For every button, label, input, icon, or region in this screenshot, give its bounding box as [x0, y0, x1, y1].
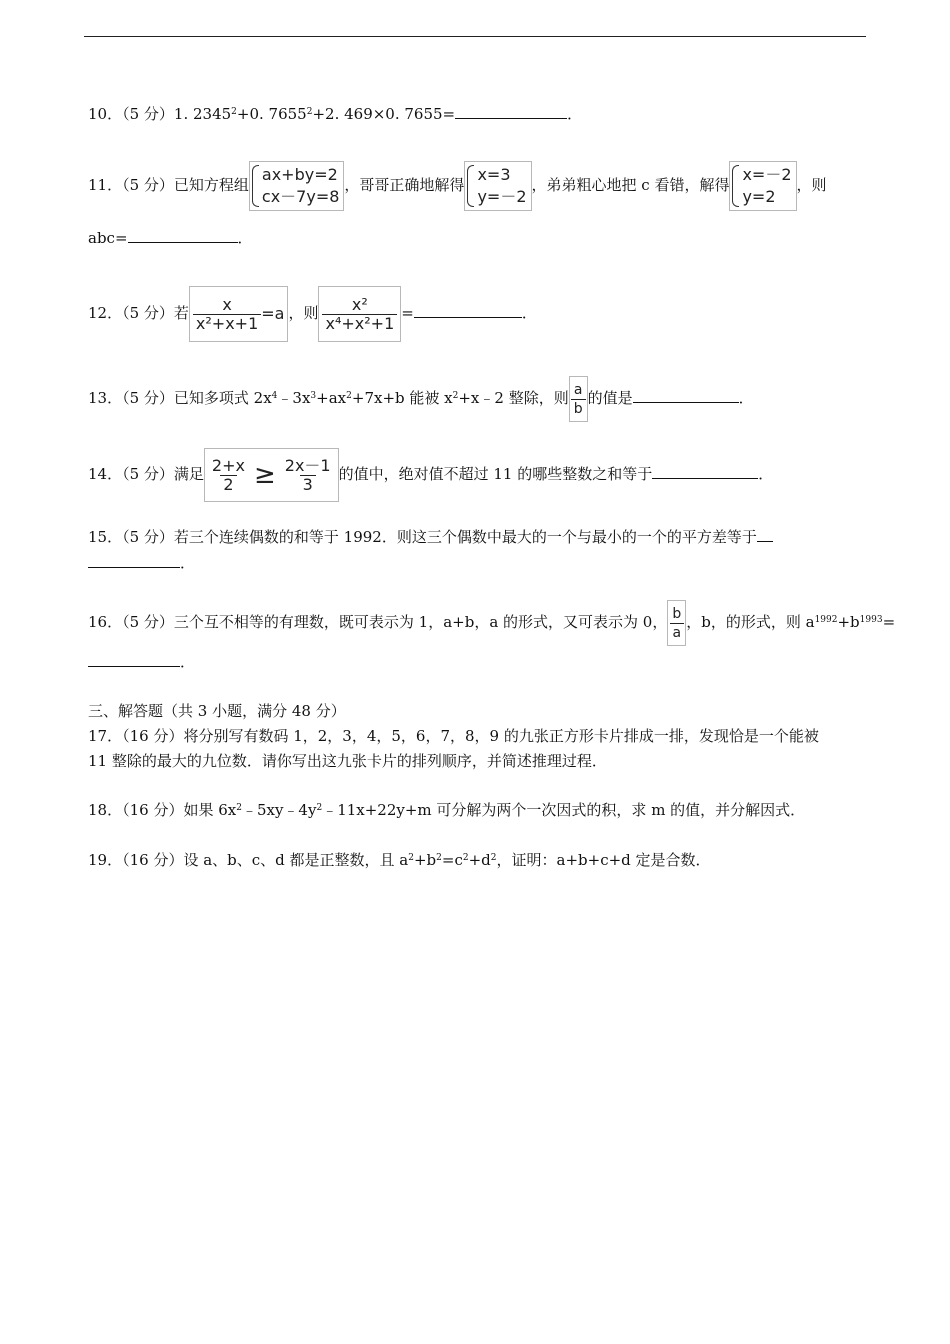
question-11-line2: [88, 228, 253, 248]
q13-text: 13．（5 分）已知多项式 2x: [88, 389, 272, 407]
q18-text: 18．（16 分）如果 6x: [88, 801, 237, 819]
numerator: 2+x: [211, 455, 245, 475]
q10-suffix: ．: [567, 105, 583, 123]
question-16: [88, 600, 895, 646]
denominator: 3: [300, 475, 316, 494]
denominator: 2: [220, 475, 236, 494]
numerator: 2x－1: [284, 455, 331, 475]
numerator: x²: [351, 295, 368, 314]
question-12: [88, 286, 537, 342]
q16-text: 16．（5 分）三个互不相等的有理数，既可表示为 1，a+b，a 的形式，又可表示为 0，: [88, 613, 668, 631]
equals: =: [401, 304, 414, 322]
fraction-image: [569, 376, 588, 422]
answer-blank[interactable]: [652, 464, 758, 479]
answer-blank[interactable]: [128, 228, 238, 243]
q19-text: +d: [468, 851, 491, 869]
q14-suffix: ．: [758, 465, 774, 483]
denominator: b: [571, 399, 586, 418]
exp: 2: [408, 853, 414, 863]
q11-text: 11．（5 分）已知方程组: [88, 176, 249, 194]
equation: x=3: [477, 165, 511, 184]
answer-blank[interactable]: [455, 104, 567, 119]
question-17-line2: 11 整除的最大的九位数．请你写出这九张卡片的排列顺序，并简述推理过程．: [88, 752, 607, 770]
q11-suffix: ．: [237, 229, 253, 247]
exp: 4: [271, 391, 278, 401]
denominator: a: [670, 623, 685, 642]
q10-exp: 2: [306, 107, 313, 117]
q13-text: +7x+b 能被 x: [351, 389, 453, 407]
q16-text: +b: [837, 613, 860, 631]
q14-text: 的值中，绝对值不超过 11 的哪些整数之和等于: [338, 465, 653, 483]
wrong-solution-system: [729, 161, 796, 211]
equation: y=2: [742, 187, 776, 206]
header-rule: [84, 36, 866, 37]
question-10: [88, 104, 582, 124]
question-16-line2: [88, 652, 195, 672]
denominator: x²+x+1: [193, 314, 261, 333]
q10-text: 10．（5 分）1. 2345: [88, 105, 232, 123]
exp: 2: [236, 803, 242, 813]
q11-text: ，则: [796, 176, 827, 194]
question-15-line2: [88, 553, 195, 573]
brace-icon: [252, 165, 259, 207]
q16-text: ，b，的形式，则 a: [686, 613, 815, 631]
fraction-image: [189, 286, 289, 342]
brace-icon: [467, 165, 474, 207]
solution-system: [464, 161, 531, 211]
fraction-image: [318, 286, 401, 342]
question-19: [88, 850, 711, 870]
answer-blank[interactable]: [88, 553, 180, 568]
exp: 2: [436, 853, 442, 863]
q16-text: =: [882, 613, 896, 631]
exp: 2: [452, 391, 459, 401]
exp: 2: [346, 391, 352, 401]
brace-icon: [732, 165, 739, 207]
answer-blank[interactable]: [88, 652, 180, 667]
q11-text: ，哥哥正确地解得: [344, 176, 465, 194]
numerator: a: [573, 381, 583, 398]
q11-text: ，弟弟粗心地把 c 看错，解得: [531, 176, 730, 194]
equation-system: [249, 161, 345, 211]
equation: cx－7y=8: [261, 187, 340, 206]
equation: y=－2: [477, 187, 527, 206]
q13-text: ﹣3x: [277, 389, 311, 407]
q16-suffix: ．: [180, 653, 196, 671]
equation: ax+by=2: [261, 165, 338, 184]
section-heading: 三、解答题（共 3 小题，满分 48 分）: [88, 702, 346, 720]
question-17: 17．（16 分）将分别写有数码 1，2，3，4，5，6，7，8，9 的九张正方形卡片排成一排，发现恰是一个能被: [88, 727, 819, 745]
question-18: [88, 800, 805, 820]
exp: 2: [490, 853, 497, 863]
exp: 2: [316, 803, 323, 813]
q18-text: ﹣11x+22y+m 可分解为两个一次因式的积，求 m 的值，并分解因式．: [322, 801, 806, 819]
exp: 3: [310, 391, 317, 401]
q13-suffix: ．: [738, 389, 754, 407]
equals: =a: [261, 304, 285, 323]
question-13: [88, 376, 754, 422]
q10-exp: 2: [231, 107, 237, 117]
q12-text: 12．（5 分）若: [88, 304, 189, 322]
question-11: [88, 160, 827, 211]
q14-text: 14．（5 分）满足: [88, 465, 204, 483]
exp: 1992: [814, 615, 838, 625]
exp: 1993: [859, 615, 883, 625]
q13-text: +x﹣2 整除，则: [458, 389, 569, 407]
q12-suffix: ．: [521, 304, 537, 322]
q12-text: ，则: [288, 304, 319, 322]
q10-text: +2. 469×0. 7655=: [312, 105, 456, 123]
q11-text: abc=: [88, 229, 128, 247]
q19-text: 19．（16 分）设 a、b、c、d 都是正整数，且 a: [88, 851, 409, 869]
exp: 2: [462, 853, 469, 863]
q19-text: +b: [413, 851, 437, 869]
operator: ≥: [253, 460, 276, 490]
q13-text: +ax: [316, 389, 347, 407]
numerator: b: [672, 605, 682, 622]
q10-text: +0. 7655: [236, 105, 307, 123]
q13-text: 的值是: [587, 389, 633, 407]
q19-text: =c: [441, 851, 463, 869]
numerator: x: [222, 295, 232, 314]
inequality-image: [204, 448, 339, 502]
answer-blank[interactable]: [757, 527, 773, 542]
q19-text: ，证明：a+b+c+d 定是合数．: [496, 851, 711, 869]
denominator: x⁴+x²+1: [322, 314, 397, 333]
question-15: [88, 527, 773, 547]
answer-blank[interactable]: [633, 388, 739, 403]
q18-text: ﹣5xy﹣4y: [241, 801, 317, 819]
question-14: [88, 448, 773, 502]
equation: x=－2: [742, 165, 792, 184]
q15-suffix: ．: [180, 554, 196, 572]
q15-text: 15．（5 分）若三个连续偶数的和等于 1992．则这三个偶数中最大的一个与最小的一个的平方差等于: [88, 528, 757, 546]
answer-blank[interactable]: [414, 303, 522, 318]
fraction-image: [667, 600, 686, 646]
